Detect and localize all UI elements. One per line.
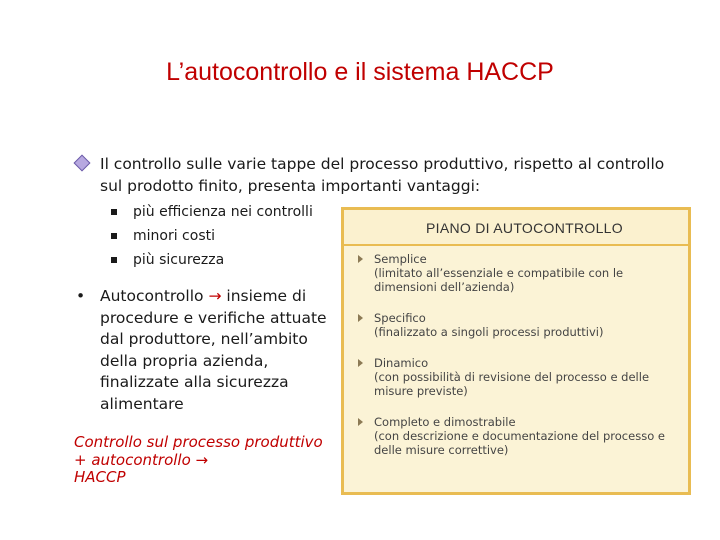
sub-bullet-list xyxy=(111,200,313,272)
triangle-bullet-icon xyxy=(358,418,363,426)
main-bullet-text: Il controllo sulle varie tappe del processo produttivo, rispetto al controllo sul prodotto finito, presenta importanti vantaggi: xyxy=(100,155,665,195)
slide-title: L’autocontrollo e il sistema HACCP xyxy=(166,58,554,86)
triangle-bullet-icon xyxy=(358,314,363,322)
panel-header: PIANO DI AUTOCONTROLLO xyxy=(344,210,688,246)
square-bullet-icon xyxy=(111,233,117,239)
list-item: Completo e dimostrabile (con descrizione e documentazione del processo e delle misure correttive) xyxy=(358,415,684,457)
list-item: minori costi xyxy=(111,224,313,248)
triangle-bullet-icon xyxy=(358,255,363,263)
list-item: Semplice (limitato all’essenziale e compatibile con le dimensioni dell’azienda) xyxy=(358,252,684,294)
autocontrollo-text: insieme di procedure e verifiche attuate dal produttore, nell’ambito della propria azienda, finalizzate alla sicurezza alimentare xyxy=(100,287,327,413)
autocontrollo-term: Autocontrollo xyxy=(100,287,204,305)
triangle-bullet-icon xyxy=(358,359,363,367)
list-item: Specifico (finalizzato a singoli processi produttivi) xyxy=(358,311,684,339)
autocontrollo-plan-panel xyxy=(341,207,691,495)
panel-item-list xyxy=(344,246,688,457)
list-item: più efficienza nei controlli xyxy=(111,200,313,224)
autocontrollo-definition xyxy=(76,286,346,415)
square-bullet-icon xyxy=(111,257,117,263)
haccp-note xyxy=(74,434,334,487)
square-bullet-icon xyxy=(111,209,117,215)
list-item: più sicurezza xyxy=(111,248,313,272)
arrow-right-icon: → xyxy=(208,287,222,305)
haccp-note-text: Controllo sul processo produttivo + autocontrollo xyxy=(74,433,323,469)
list-item: Dinamico (con possibilità di revisione del processo e delle misure previste) xyxy=(358,356,684,398)
main-bullet xyxy=(76,153,676,197)
diamond-bullet-icon xyxy=(74,155,91,172)
haccp-note-result: HACCP xyxy=(74,468,126,486)
arrow-right-icon: → xyxy=(195,450,209,469)
dot-bullet-icon: • xyxy=(76,287,86,305)
